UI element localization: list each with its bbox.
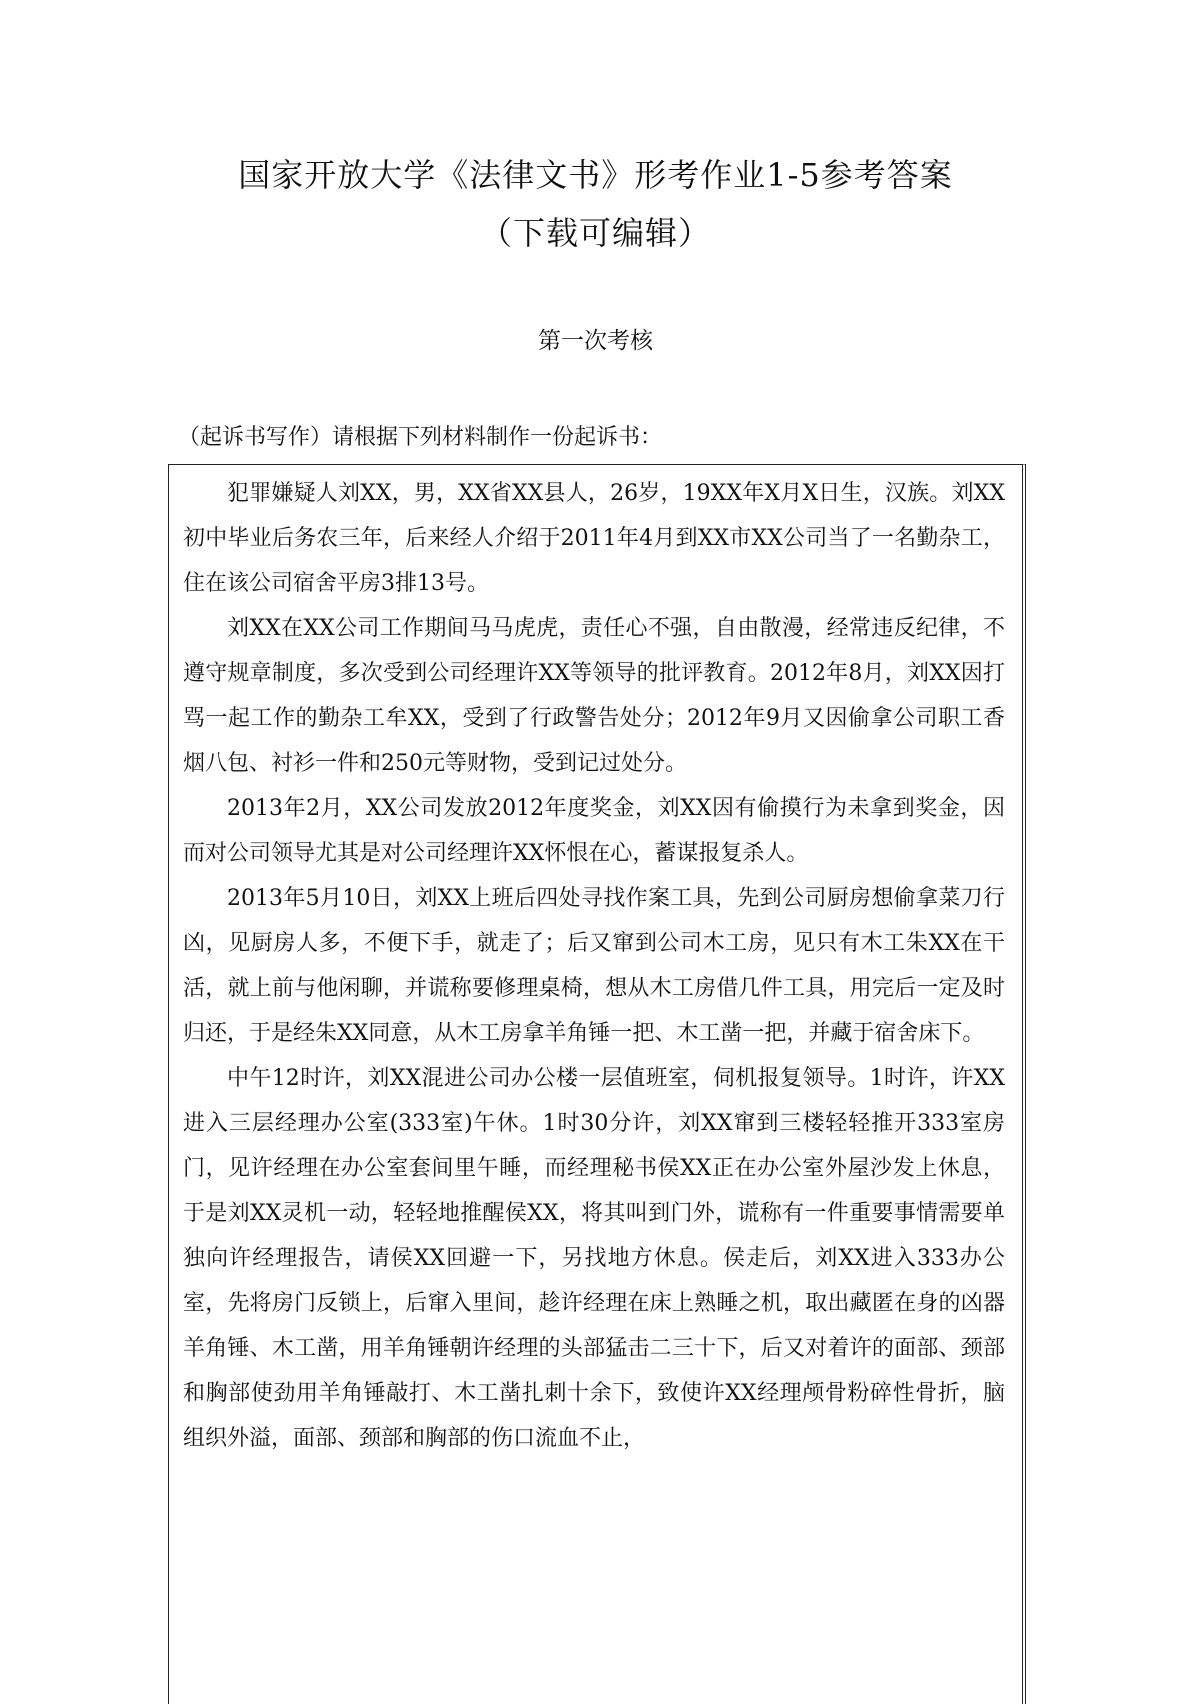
document-title: 国家开放大学《法律文书》形考作业1-5参考答案: [238, 156, 953, 194]
case-paragraph: 中午12时许，刘XX混进公司办公楼一层值班室，伺机报复领导。1时许，许XX进入三层经理办公室(333室)午休。1时30分许，刘XX窜到三楼轻轻推开333室房门，见许经理在办公室套间里午睡，而经理秘书侯XX正在办公室外屋沙发上休息，于是刘XX灵机一动，轻轻地推醒侯XX，将其叫到门外，谎称有一件重要事情需要单独向许经理报告，请侯XX回避一下，另找地方休息。侯走后，刘XX进入333办公室，先将房门反锁上，后窜入里间，趁许经理在床上熟睡之机，取出藏匿在身的凶器羊角锤、木工凿，用羊角锤朝许经理的头部猛击二三十下，后又对着许的面部、颈部和胸部使劲用羊角锤敲打、木工凿扎刺十余下，致使许XX经理颅骨粉碎性骨折，脑组织外溢，面部、颈部和胸部的伤口流血不止，: [183, 1066, 1005, 1451]
assignment-instruction: （起诉书写作）请根据下列材料制作一份起诉书：: [178, 425, 663, 450]
case-paragraph: 2013年2月，XX公司发放2012年度奖金，刘XX因有偷摸行为未拿到奖金，因而对公司领导尤其是对公司经理许XX怀恨在心，蓄谋报复杀人。: [183, 796, 1005, 866]
case-paragraph: 刘XX在XX公司工作期间马马虎虎，责任心不强，自由散漫，经常违反纪律，不遵守规章制度，多次受到公司经理许XX等领导的批评教育。2012年8月，刘XX因打骂一起工作的勤杂工牟XX，受到了行政警告处分；2012年9月又因偷拿公司职工香烟八包、衬衫一件和250元等财物，受到记过处分。: [183, 616, 1005, 776]
case-material-text: [183, 471, 1005, 1461]
section-heading: 第一次考核: [538, 328, 653, 354]
case-paragraph: 犯罪嫌疑人刘XX，男，XX省XX县人，26岁，19XX年X月X日生，汉族。刘XX初中毕业后务农三年，后来经人介绍于2011年4月到XX市XX公司当了一名勤杂工，住在该公司宿舍平房3排13号。: [183, 481, 1005, 596]
document-subtitle: （下载可编辑）: [479, 214, 711, 252]
case-paragraph: 2013年5月10日，刘XX上班后四处寻找作案工具，先到公司厨房想偷拿菜刀行凶，见厨房人多，不便下手，就走了；后又窜到公司木工房，见只有木工朱XX在干活，就上前与他闲聊，并谎称要修理桌椅，想从木工房借几件工具，用完后一定及时归还，于是经朱XX同意，从木工房拿羊角锤一把、木工凿一把，并藏于宿舍床下。: [183, 886, 1005, 1046]
case-material-box: [168, 464, 1026, 1704]
